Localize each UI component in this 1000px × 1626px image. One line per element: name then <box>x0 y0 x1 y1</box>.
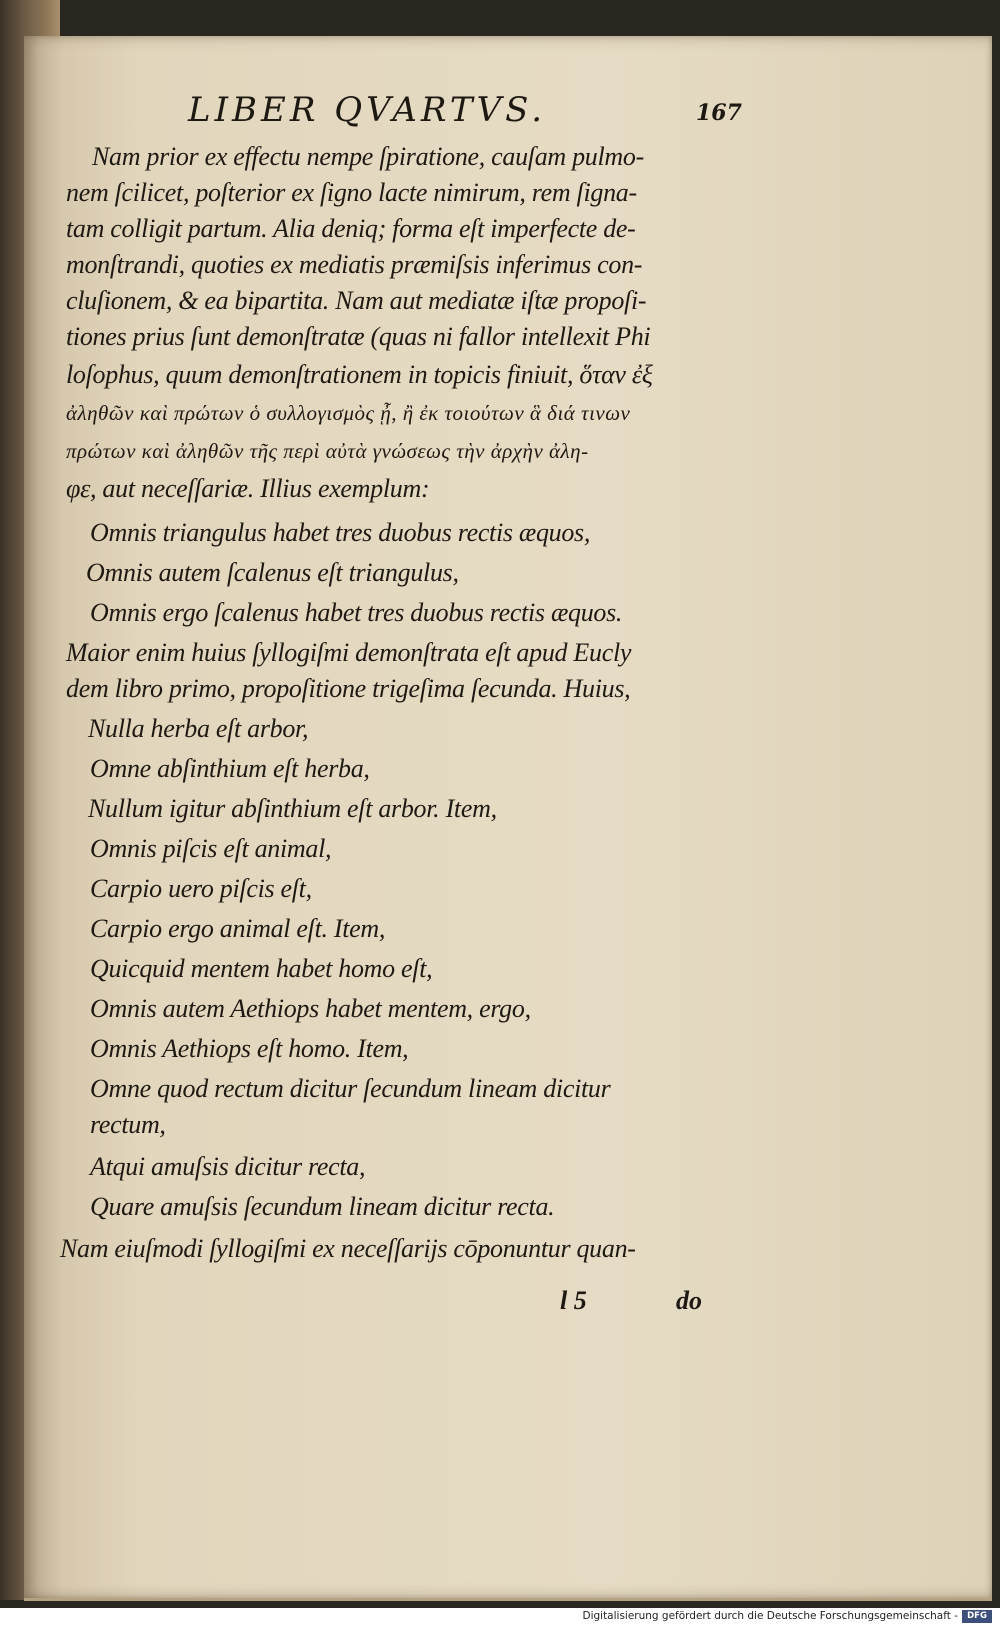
text-line: tiones prius ſunt demonſtratæ (quas ni fallor intellexit Phi <box>66 322 651 351</box>
page-number: 167 <box>696 100 742 126</box>
syllogism-line: Nullum igitur abſinthium eſt arbor. Item, <box>88 794 497 823</box>
syllogism-line: Omnis Aethiops eſt homo. Item, <box>90 1034 409 1063</box>
signature-mark: l 5 <box>560 1286 587 1315</box>
syllogism-line: Quicquid mentem habet homo eſt, <box>90 954 433 983</box>
syllogism-line: Carpio uero piſcis eſt, <box>90 874 312 903</box>
greek-text-line: ἀληθῶν καὶ πρώτων ὁ συλλογισμὸς ᾖ, ἢ ἐκ τοιούτων ἃ διά τινων <box>66 401 631 425</box>
dfg-logo-icon: DFG <box>962 1610 992 1623</box>
text-line: loſophus, quum demonſtrationem in topicis finiuit, ὅταν ἐξ <box>66 360 653 389</box>
text-line: cluſionem, & ea bipartita. Nam aut mediatæ iſtæ propoſi- <box>66 286 647 315</box>
syllogism-line: Atqui amuſsis dicitur recta, <box>90 1152 366 1181</box>
running-header: LIBER QVARTVS. <box>188 90 547 130</box>
syllogism-line: Carpio ergo animal eſt. Item, <box>90 914 386 943</box>
greek-text-line: πρώτων καὶ ἀληθῶν τῆς περὶ αὐτὰ γνώσεως τὴν ἀρχὴν ἀλη- <box>66 439 589 463</box>
text-line: Maior enim huius ſyllogiſmi demonſtrata eſt apud Eucly <box>66 638 632 667</box>
syllogism-line: Omne quod rectum dicitur ſecundum lineam dicitur <box>90 1074 611 1103</box>
funding-credit: Digitalisierung gefördert durch die Deutsche Forschungsgemeinschaft - <box>582 1610 958 1622</box>
text-line: nem ſcilicet, poſterior ex ſigno lacte nimirum, rem ſigna- <box>66 178 637 207</box>
text-line: tam colligit partum. Alia deniq; forma eſt imperfecte de- <box>66 214 636 243</box>
text-line: Nam prior ex effectu nempe ſpiratione, cauſam pulmo- <box>92 142 644 171</box>
text-line: φε, aut neceſſariæ. Illius exemplum: <box>66 474 430 503</box>
page-body <box>60 140 766 1360</box>
syllogism-line: Quare amuſsis ſecundum lineam dicitur recta. <box>90 1192 555 1221</box>
syllogism-line: Omnis ergo ſcalenus habet tres duobus rectis æquos. <box>90 598 623 627</box>
text-line: Nam eiuſmodi ſyllogiſmi ex neceſſarijs cōponuntur quan- <box>60 1234 636 1263</box>
syllogism-line: Nulla herba eſt arbor, <box>88 714 309 743</box>
syllogism-line: Omne abſinthium eſt herba, <box>90 754 370 783</box>
syllogism-line: Omnis triangulus habet tres duobus rectis æquos, <box>90 518 591 547</box>
syllogism-line: Omnis autem ſcalenus eſt triangulus, <box>86 558 459 587</box>
syllogism-line: Omnis piſcis eſt animal, <box>90 834 332 863</box>
catchword: do <box>676 1286 702 1315</box>
syllogism-line: rectum, <box>90 1110 166 1139</box>
syllogism-line: Omnis autem Aethiops habet mentem, ergo, <box>90 994 531 1023</box>
text-line: monſtrandi, quoties ex mediatis præmiſsis inferimus con- <box>66 250 643 279</box>
text-line: dem libro primo, propoſitione trigeſima ſecunda. Huius, <box>66 674 631 703</box>
